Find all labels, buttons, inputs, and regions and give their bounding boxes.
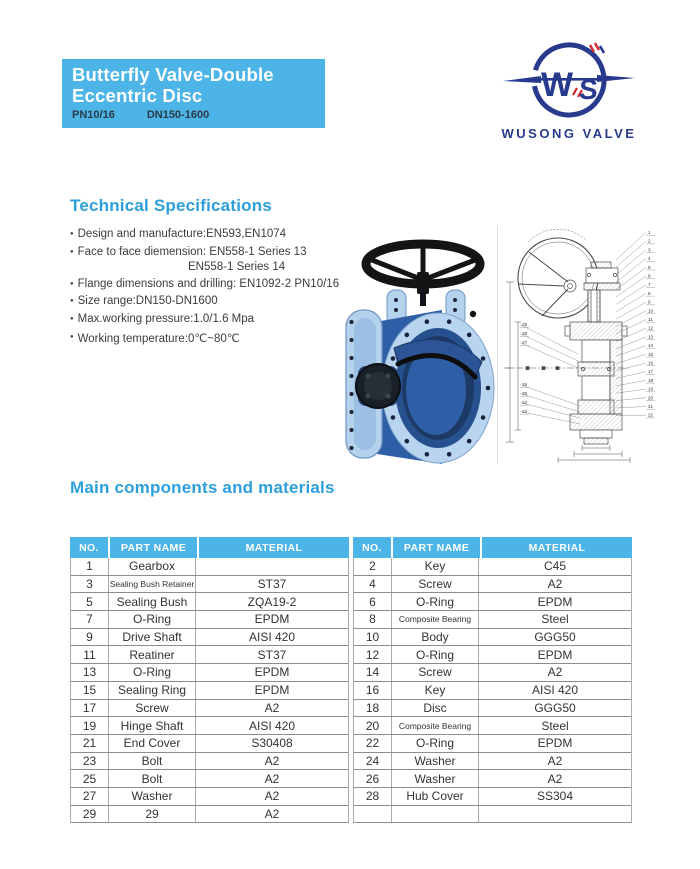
table-row [354,700,631,718]
table-cell: O-Ring [392,735,479,752]
table-cell: 12 [354,646,392,663]
callout-number: 8 [648,290,651,296]
table-body-right [353,558,632,823]
table-cell [196,558,348,575]
table-cell: 7 [71,611,109,628]
table-cell: Hinge Shaft [109,717,196,734]
callout-number: 26 [522,382,528,387]
table-cell: 22 [354,735,392,752]
table-cell: GGG50 [534,630,576,645]
spec-text: Face to face diemension: EN558-1 Series 13 [77,245,307,258]
table-cell: 24 [354,753,392,770]
table-cell: Washer [392,770,479,787]
col-header-material: MATERIAL [199,537,349,558]
callout-number: 28 [522,331,528,336]
table-cell: EPDM [537,647,573,662]
table-cell [479,806,631,823]
table-cell: EPDM [537,736,573,751]
callout-number: 3 [648,247,651,253]
table-cell: 3 [71,576,109,593]
table-header [70,537,349,558]
table-cell: A2 [547,665,563,680]
table-cell: Composite Bearing [392,717,479,734]
table-cell: Composite Bearing [392,611,479,628]
pressure-rating: PN10/16 [72,109,115,121]
table-cell: 18 [354,700,392,717]
spec-text: Working temperature:0℃~80℃ [77,332,240,345]
table-cell: ST37 [257,647,287,662]
table-cell: Key [392,682,479,699]
table-row [354,682,631,700]
table-cell: A2 [264,806,280,821]
table-cell: 16 [354,682,392,699]
table-cell: 5 [71,593,109,610]
table-cell: A2 [264,753,280,768]
table-cell: 9 [71,629,109,646]
callout-number: 2 [648,238,651,244]
table-row [354,558,631,576]
table-cell: ST37 [257,577,287,592]
table-header [353,537,632,558]
callout-number: 24 [522,400,528,405]
callout-number: 22 [648,412,654,418]
table-cell: Reatiner [109,646,196,663]
materials-table-left [70,537,349,823]
table-row [354,753,631,771]
spec-item [70,246,340,259]
table-cell: Screw [109,700,196,717]
table-cell: EPDM [254,665,290,680]
table-cell: 17 [71,700,109,717]
table-row [71,558,348,576]
col-header-no: NO. [70,537,108,558]
table-cell: Sealing Bush [109,593,196,610]
table-cell: Washer [392,753,479,770]
callout-number: 9 [648,299,651,305]
table-cell: Washer [109,788,196,805]
table-cell: AISI 420 [531,683,579,698]
table-cell: 10 [354,629,392,646]
callout-number: 14 [648,343,654,349]
product-title-line2: Eccentric Disc [72,85,203,106]
spec-item [70,331,340,345]
table-cell: 8 [354,611,392,628]
table-cell: O-Ring [109,664,196,681]
logo-letter-s: S [577,74,599,105]
table-cell: Gearbox [109,558,196,575]
callout-number: 21 [648,404,654,409]
table-cell: 21 [71,735,109,752]
table-cell: 23 [71,753,109,770]
spec-item [70,278,340,291]
table-cell: 11 [71,646,109,663]
materials-table-right [353,537,632,823]
callout-number: 27 [522,340,528,345]
table-cell: C45 [543,559,566,574]
callout-number: 6 [648,273,651,279]
logo-mark-icon [501,33,637,125]
table-cell: AISI 420 [248,718,296,733]
table-cell: A2 [547,771,563,786]
callout-number: 13 [648,334,654,340]
table-row [354,664,631,682]
tech-specs-heading: Technical Specifications [70,196,272,215]
spec-text: Flange dimensions and drilling: EN1092-2 PN10/16 [77,277,340,290]
col-header-part-name: PART NAME [393,537,480,558]
table-cell: Body [392,629,479,646]
table-row [354,806,631,824]
table-cell: GGG50 [534,700,576,715]
table-body-left [70,558,349,823]
table-row [71,700,348,718]
table-cell: Steel [541,612,569,627]
callout-number: 29 [522,322,528,327]
table-row [71,593,348,611]
valve-section-drawing [497,226,663,464]
table-cell: 1 [71,558,109,575]
callout-number: 4 [648,256,651,262]
table-cell: 26 [354,770,392,787]
table-cell: 14 [354,664,392,681]
table-cell: 6 [354,593,392,610]
callout-number: 20 [648,395,654,401]
table-cell: O-Ring [109,611,196,628]
callout-number: 23 [522,409,528,414]
col-header-material: MATERIAL [482,537,632,558]
table-row [71,611,348,629]
table-cell [392,806,479,823]
materials-table [70,537,632,823]
product-title [72,64,317,106]
table-cell: 28 [354,788,392,805]
callout-number: 15 [648,351,654,357]
callout-number: 10 [648,308,654,314]
callout-number: 16 [648,360,654,366]
company-logo [501,33,637,141]
bullet-icon: ● [70,280,74,287]
table-cell: AISI 420 [248,630,296,645]
product-subtitle [72,109,317,121]
col-header-no: NO. [353,537,391,558]
spec-text: Design and manufacture:EN593,EN1074 [77,228,287,240]
table-row [354,788,631,806]
callout-number: 7 [648,282,651,288]
table-cell: 29 [109,806,196,823]
tech-specs-list [70,228,340,349]
table-row [71,806,348,824]
spec-item [70,228,340,241]
callout-number: 25 [522,391,528,396]
bullet-icon: ● [70,231,74,237]
table-cell: 25 [71,770,109,787]
table-cell: 19 [71,717,109,734]
table-cell: O-Ring [392,646,479,663]
table-cell: S30408 [251,736,293,751]
table-cell: 2 [354,558,392,575]
table-row [354,576,631,594]
callout-number: 18 [648,377,654,383]
table-cell: EPDM [254,612,290,627]
table-cell: Hub Cover [392,788,479,805]
table-row [71,629,348,647]
table-cell: O-Ring [392,593,479,610]
table-cell: Sealing Bush Retainer [109,576,196,593]
table-row [354,629,631,647]
bullet-icon: ● [70,315,74,322]
table-cell: Sealing Ring [109,682,196,699]
spec-item [70,313,340,326]
spec-text: Max.working pressure:1.0/1.6 Mpa [77,312,255,325]
table-cell: Bolt [109,753,196,770]
materials-heading: Main components and materials [70,478,335,497]
table-cell: 4 [354,576,392,593]
table-row [71,682,348,700]
table-cell: A2 [264,700,280,715]
col-header-part-name: PART NAME [110,537,197,558]
callout-number: 5 [648,264,651,270]
spec-item [70,295,340,308]
table-cell: Screw [392,664,479,681]
table-row [354,717,631,735]
callout-number: 11 [648,317,653,322]
bullet-icon: ● [70,298,74,305]
table-cell: Screw [392,576,479,593]
callout-number: 12 [648,325,654,331]
table-cell: 29 [71,806,109,823]
table-cell: 20 [354,717,392,734]
bullet-icon: ● [70,248,74,255]
product-title-banner [62,59,325,128]
table-cell: Steel [541,718,569,733]
table-row [71,717,348,735]
table-cell: Bolt [109,770,196,787]
table-cell: ZQA19-2 [247,594,297,609]
table-row [354,646,631,664]
callout-number: 17 [648,369,654,375]
table-cell: Disc [392,700,479,717]
table-cell: End Cover [109,735,196,752]
table-row [71,576,348,594]
table-cell: A2 [264,789,280,804]
table-cell: 27 [71,788,109,805]
brand-name: WUSONG VALVE [501,126,637,141]
callout-number: 1 [648,230,651,235]
table-row [354,770,631,788]
table-cell: A2 [547,753,563,768]
table-row [354,611,631,629]
table-row [71,735,348,753]
table-cell: 13 [71,664,109,681]
table-cell: 15 [71,682,109,699]
table-cell: Drive Shaft [109,629,196,646]
table-cell: SS304 [536,789,574,804]
table-row [71,788,348,806]
table-cell [354,806,392,823]
table-row [71,646,348,664]
table-row [354,735,631,753]
callout-number: 19 [648,386,654,392]
spec-text-continued: EN558-1 Series 14 [188,261,286,274]
table-cell: EPDM [537,594,573,609]
valve-product-image [330,228,502,466]
table-row [71,770,348,788]
table-cell: EPDM [254,683,290,698]
table-cell: Key [392,558,479,575]
table-row [71,664,348,682]
table-row [354,593,631,611]
logo-letter-w: W [541,66,574,104]
table-row [71,753,348,771]
table-cell: A2 [264,771,280,786]
bullet-icon: ● [70,333,74,340]
size-rating: DN150-1600 [146,109,210,121]
table-cell: A2 [547,577,563,592]
spec-text: Size range:DN150-DN1600 [77,295,218,308]
product-title-line1: Butterfly Valve-Double [72,64,274,85]
